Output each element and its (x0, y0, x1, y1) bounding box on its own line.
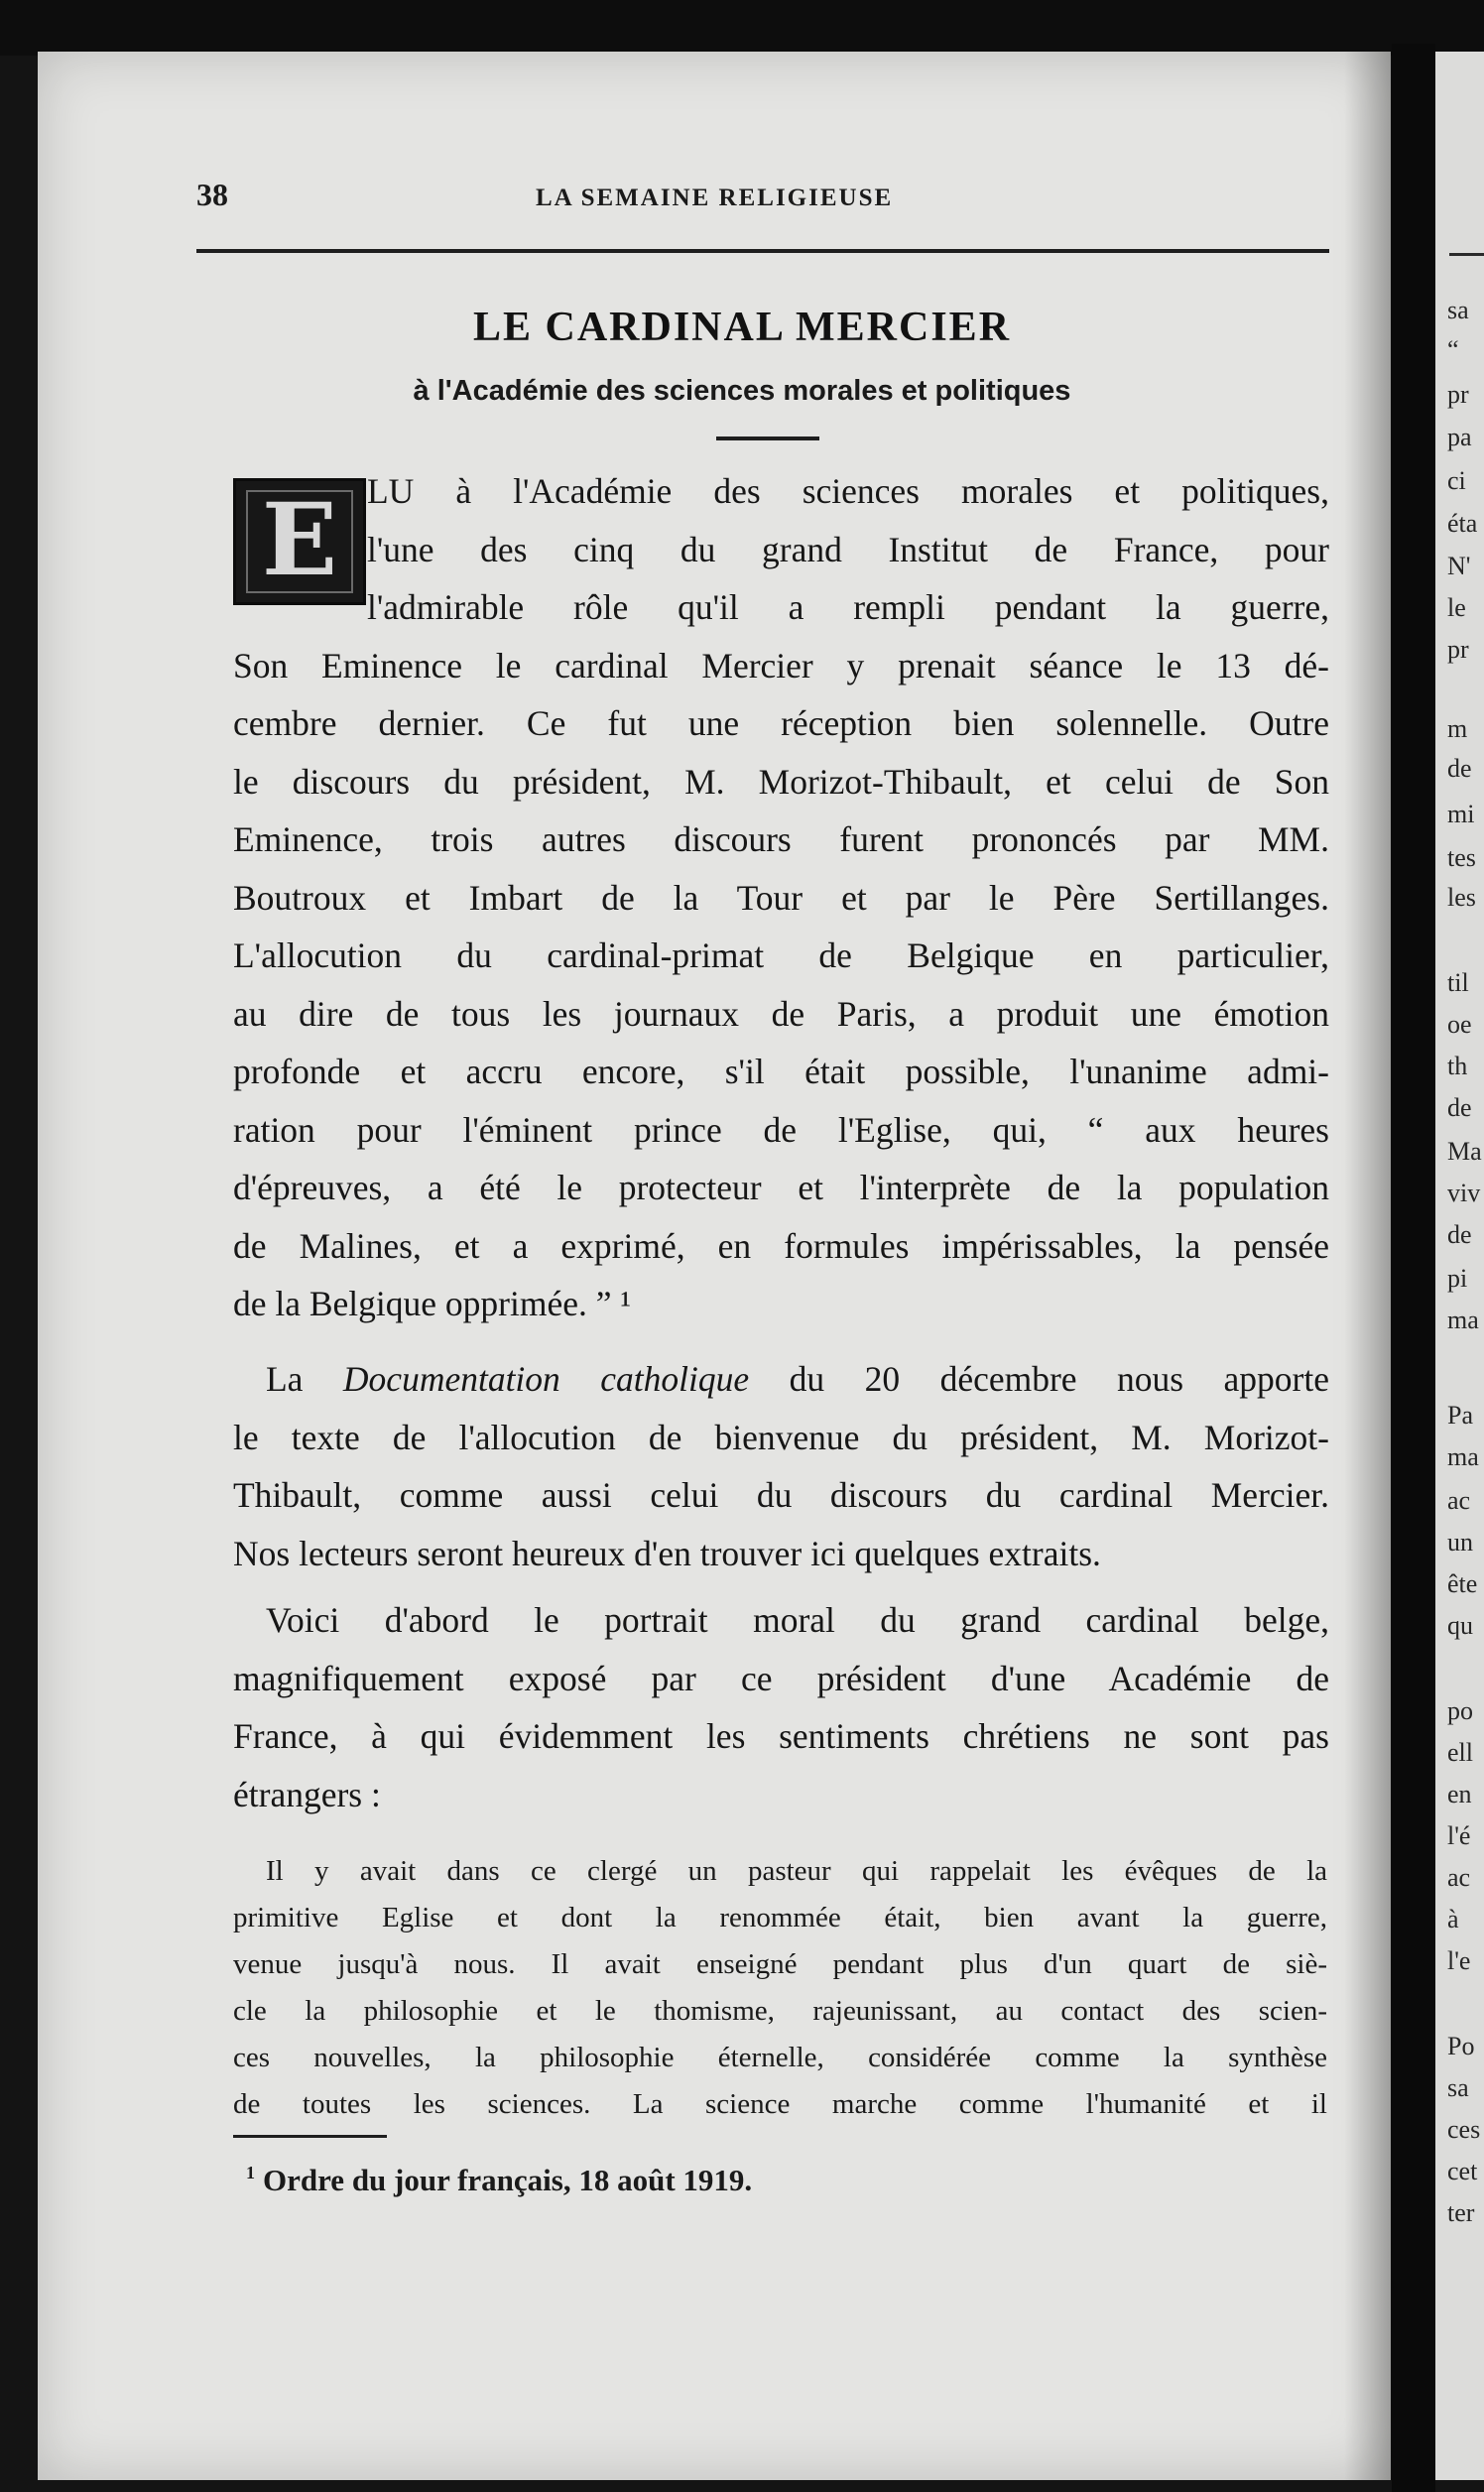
text-line: La Documentation catholique du 20 décembre nous apporte (266, 1359, 1329, 1399)
neighbor-text-fragment: mi (1447, 800, 1475, 828)
quote-line: ces nouvelles, la philosophie éternelle, considérée comme la synthèse (233, 2042, 1327, 2073)
neighbor-text-fragment: ci (1447, 466, 1466, 495)
neighbor-text-fragment: ter (1447, 2198, 1475, 2227)
text-line: magnifiquement exposé par ce président d'une Académie de (233, 1658, 1329, 1698)
neighbor-text-fragment: m (1447, 714, 1468, 743)
neighbor-text-fragment: ma (1447, 1306, 1479, 1334)
text-line: LU à l'Académie des sciences morales et politiques, (367, 471, 1329, 511)
neighbor-text-fragment: “ (1447, 335, 1459, 364)
book-gutter (1392, 44, 1435, 2492)
text-line: L'allocution du cardinal-primat de Belgique en particulier, (233, 935, 1329, 975)
text-line: l'admirable rôle qu'il a rempli pendant la guerre, (367, 587, 1329, 627)
neighbor-text-fragment: de (1447, 1093, 1472, 1122)
neighbor-text-fragment: sa (1447, 2073, 1469, 2102)
quote-line: venue jusqu'à nous. Il avait enseigné pendant plus d'un quart de siè- (233, 1948, 1327, 1980)
text-line: profonde et accru encore, s'il était possible, l'unanime admi- (233, 1052, 1329, 1091)
neighbor-text-fragment: pr (1447, 380, 1469, 409)
text-line: de la Belgique opprimée. ” ¹ (233, 1284, 632, 1323)
neighbor-text-fragment: de (1447, 1220, 1472, 1249)
header-rule (196, 249, 1329, 253)
drop-cap-ornament (246, 481, 353, 598)
text-line: Thibault, comme aussi celui du discours du cardinal Mercier. (233, 1475, 1329, 1515)
footnote-mark: 1 (246, 2163, 255, 2182)
text-line: Eminence, trois autres discours furent prononcés par MM. (233, 819, 1329, 859)
text-line: de Malines, et a exprimé, en formules impérissables, la pensée (233, 1225, 1329, 1266)
neighbor-text-fragment: ma (1447, 1442, 1479, 1471)
drop-cap-letter: E (261, 481, 338, 598)
article-subtitle: à l'Académie des sciences morales et politiques (413, 375, 1071, 407)
quote-line: primitive Eglise et dont la renommée était, bien avant la guerre, (233, 1902, 1327, 1933)
neighbor-text-fragment: pi (1447, 1264, 1468, 1293)
text-line: le texte de l'allocution de bienvenue du président, M. Morizot- (233, 1417, 1329, 1457)
neighbor-text-fragment: Po (1447, 2032, 1475, 2060)
neighbor-text-fragment: ell (1447, 1738, 1473, 1767)
neighbor-text-fragment: en (1447, 1780, 1472, 1808)
neighbor-text-fragment: l'e (1447, 1946, 1471, 1975)
drop-cap-initial (233, 478, 366, 605)
publication-title: Documentation catholique (342, 1359, 750, 1399)
neighbor-text-fragment: ête (1447, 1569, 1478, 1598)
text-line: d'épreuves, a été le protecteur et l'interprète de la population (233, 1168, 1329, 1207)
neighbor-text-fragment: N' (1447, 552, 1471, 580)
neighbor-text-fragment: un (1447, 1528, 1473, 1557)
neighbor-text-fragment: sa (1447, 296, 1469, 324)
neighbor-text-fragment: po (1447, 1696, 1473, 1725)
text-line: Son Eminence le cardinal Mercier y prenait séance le 13 dé- (233, 645, 1329, 685)
scan-top-border (0, 0, 1484, 56)
quote-line: cle la philosophie et le thomisme, rajeunissant, au contact des scien- (233, 1995, 1327, 2027)
neighbor-text-fragment: tes (1447, 843, 1476, 872)
quote-line: de toutes les sciences. La science marche comme l'humanité et il (233, 2088, 1327, 2120)
neighbor-text-fragment: til (1447, 968, 1469, 997)
text-line: Voici d'abord le portrait moral du grand cardinal belge, (266, 1600, 1329, 1640)
neighbor-text-fragment: Ma (1447, 1137, 1482, 1166)
neighbor-text-fragment: viv (1447, 1179, 1481, 1207)
neighbor-text-fragment: les (1447, 883, 1476, 912)
page-binding-shadow (1344, 52, 1392, 2480)
neighbor-text-fragment: ces (1447, 2115, 1481, 2144)
neighbor-text-fragment: pr (1447, 635, 1469, 664)
text-line: Nos lecteurs seront heureux d'en trouver ici quelques extraits. (233, 1533, 1101, 1573)
neighbor-text-fragment: ac (1447, 1863, 1471, 1892)
quote-line: Il y avait dans ce clergé un pasteur qui rappelait les évêques de la (266, 1855, 1327, 1887)
page-number: 38 (196, 177, 228, 212)
neighbor-text-fragment: à (1447, 1905, 1459, 1933)
neighbor-text-fragment: de (1447, 754, 1472, 783)
text-line: cembre dernier. Ce fut une réception bien solennelle. Outre (233, 703, 1329, 743)
neighbor-text-fragment: l'é (1447, 1821, 1471, 1850)
neighbor-text-fragment: th (1447, 1052, 1468, 1080)
article-title: LE CARDINAL MERCIER (472, 305, 1012, 350)
text-line: étrangers : (233, 1774, 381, 1814)
neighbor-page-edge (1435, 52, 1484, 2480)
text-line: au dire de tous les journaux de Paris, a produit une émotion (233, 993, 1329, 1034)
text-line: ration pour l'éminent prince de l'Eglise, qui, “ aux heures (233, 1109, 1329, 1150)
neighbor-text-fragment: ac (1447, 1486, 1471, 1515)
neighbor-header-rule (1449, 253, 1484, 256)
title-rule (716, 436, 819, 440)
text-line: le discours du président, M. Morizot-Thibault, et celui de Son (233, 761, 1329, 802)
neighbor-text-fragment: le (1447, 593, 1466, 622)
footnote (246, 2163, 752, 2198)
text-line: Boutroux et Imbart de la Tour et par le Père Sertillanges. (233, 877, 1329, 918)
text-line: France, à qui évidemment les sentiments chrétiens ne sont pas (233, 1716, 1329, 1756)
neighbor-text-fragment: qu (1447, 1611, 1473, 1640)
neighbor-text-fragment: oe (1447, 1010, 1472, 1039)
footnote-rule (233, 2135, 387, 2138)
neighbor-text-fragment: éta (1447, 509, 1478, 538)
running-header (0, 177, 1484, 216)
neighbor-text-fragment: pa (1447, 423, 1472, 451)
footnote-text: Ordre du jour français, 18 août 1919. (263, 2163, 753, 2197)
running-title: LA SEMAINE RELIGIEUSE (536, 185, 894, 211)
text-line: l'une des cinq du grand Institut de France, pour (367, 529, 1329, 569)
neighbor-text-fragment: cet (1447, 2157, 1478, 2185)
neighbor-text-fragment: Pa (1447, 1401, 1473, 1430)
